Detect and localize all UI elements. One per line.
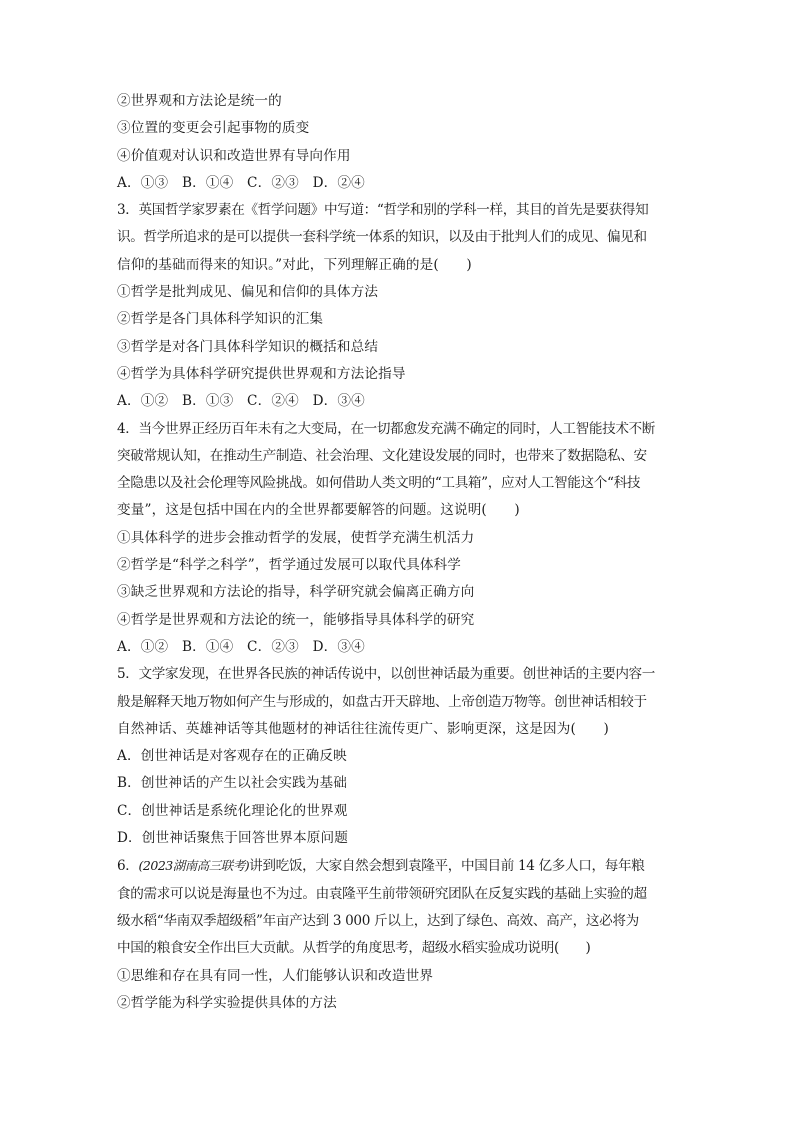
q2-item-4: ④价值观对认识和改造世界有导向作用 — [117, 147, 351, 164]
q4-item-1: ①具体科学的进步会推动哲学的发展，使哲学充满生机活力 — [117, 529, 475, 546]
q6-stem-line-1 — [117, 852, 679, 880]
q6-stem-line-4: 中国的粮食安全作出巨大贡献。从哲学的角度思考，超级水稻实验成功说明( ) — [117, 940, 591, 957]
q6-item-1: ①思维和存在具有同一性，人们能够认识和改造世界 — [117, 967, 434, 984]
q5-choice-d: D．创世神话聚焦于回答世界本原问题 — [117, 830, 348, 847]
q3-stem-line-1: 3．英国哲学家罗素在《哲学问题》中写道：“哲学和别的学科一样，其目的首先是要获得知 — [117, 202, 649, 219]
q5-stem-line-1: 5．文学家发现，在世界各民族的神话传说中，以创世神话最为重要。创世神话的主要内容一 — [117, 666, 656, 683]
q3-options: A．①② B．①③ C．②④ D．③④ — [117, 393, 365, 410]
question-6 — [117, 852, 679, 1017]
q4-stem-line-3: 全隐患以及社会伦理等风险挑战。如何借助人类文明的“工具箱”，应对人工智能这个“科技 — [117, 475, 641, 492]
q2-item-2: ②世界观和方法论是统一的 — [117, 93, 282, 109]
q5-choice-a: A．创世神话是对客观存在的正确反映 — [117, 748, 347, 765]
question-2-tail — [117, 88, 679, 197]
q3-item-3: ③哲学是对各门具体科学知识的概括和总结 — [117, 338, 379, 355]
q5-stem-line-3: 自然神话、英雄神话等其他题材的神话往往流传更广、影响更深，这是因为( ) — [117, 720, 609, 737]
q2-options: A．①③ B．①④ C．②③ D．②④ — [117, 174, 365, 191]
question-5 — [117, 661, 679, 852]
q4-stem-line-4: 变量”，这是包括中国在内的全世界都要解答的问题。这说明( ) — [117, 502, 520, 519]
exam-page — [117, 88, 679, 1017]
q4-stem-line-2: 突破常规认知，在推动生产制造、社会治理、文化建设发展的同时，也带来了数据隐私、安 — [117, 447, 647, 464]
q2-item-3: ③位置的变更会引起事物的质变 — [117, 120, 310, 137]
q4-item-2: ②哲学是“科学之科学”，哲学通过发展可以取代具体科学 — [117, 557, 462, 574]
q6-stem-line-2: 食的需求可以说是海量也不为过。由袁隆平生前带领研究团队在反复实践的基础上实验的超 — [117, 885, 647, 902]
q5-choice-c: C．创世神话是系统化理论化的世界观 — [117, 802, 348, 819]
q4-options: A．①② B．①④ C．②③ D．③④ — [117, 638, 365, 655]
q3-stem-line-2: 识。哲学所追求的是可以提供一套科学统一体系的知识，以及由于批判人们的成见、偏见和 — [117, 229, 647, 246]
q5-choice-b: B．创世神话的产生以社会实践为基础 — [117, 775, 348, 792]
q3-item-1: ①哲学是批判成见、偏见和信仰的具体方法 — [117, 284, 379, 301]
question-4 — [117, 416, 679, 662]
question-3 — [117, 197, 679, 415]
q3-item-4: ④哲学为具体科学研究提供世界观和方法论指导 — [117, 365, 406, 382]
q3-item-2: ②哲学是各门具体科学知识的汇集 — [117, 311, 324, 328]
q4-item-3: ③缺乏世界观和方法论的指导，科学研究就会偏离正确方向 — [117, 584, 475, 601]
q5-stem-line-2: 般是解释天地万物如何产生与形成的，如盘古开天辟地、上帝创造万物等。创世神话相较于 — [117, 693, 647, 710]
q4-stem-line-1: 4．当今世界正经历百年未有之大变局，在一切都愈发充满不确定的同时，人工智能技术不断 — [117, 420, 656, 437]
q6-source: (2023湖南高三联考) — [138, 858, 250, 874]
q6-stem-first: 讲到吃饭，大家自然会想到袁隆平，中国目前 14 亿多人口，每年粮 — [249, 858, 645, 875]
q6-item-2: ②哲学能为科学实验提供具体的方法 — [117, 994, 337, 1011]
q6-number: 6． — [117, 858, 139, 875]
q6-stem-line-3: 级水稻“华南双季超级稻”年亩产达到 3 000 斤以上，达到了绿色、高效、高产，这必将为 — [117, 912, 639, 929]
q4-item-4: ④哲学是世界观和方法论的统一，能够指导具体科学的研究 — [117, 611, 475, 628]
q3-stem-line-3: 信仰的基础而得来的知识。”对此，下列理解正确的是( ) — [117, 256, 472, 273]
